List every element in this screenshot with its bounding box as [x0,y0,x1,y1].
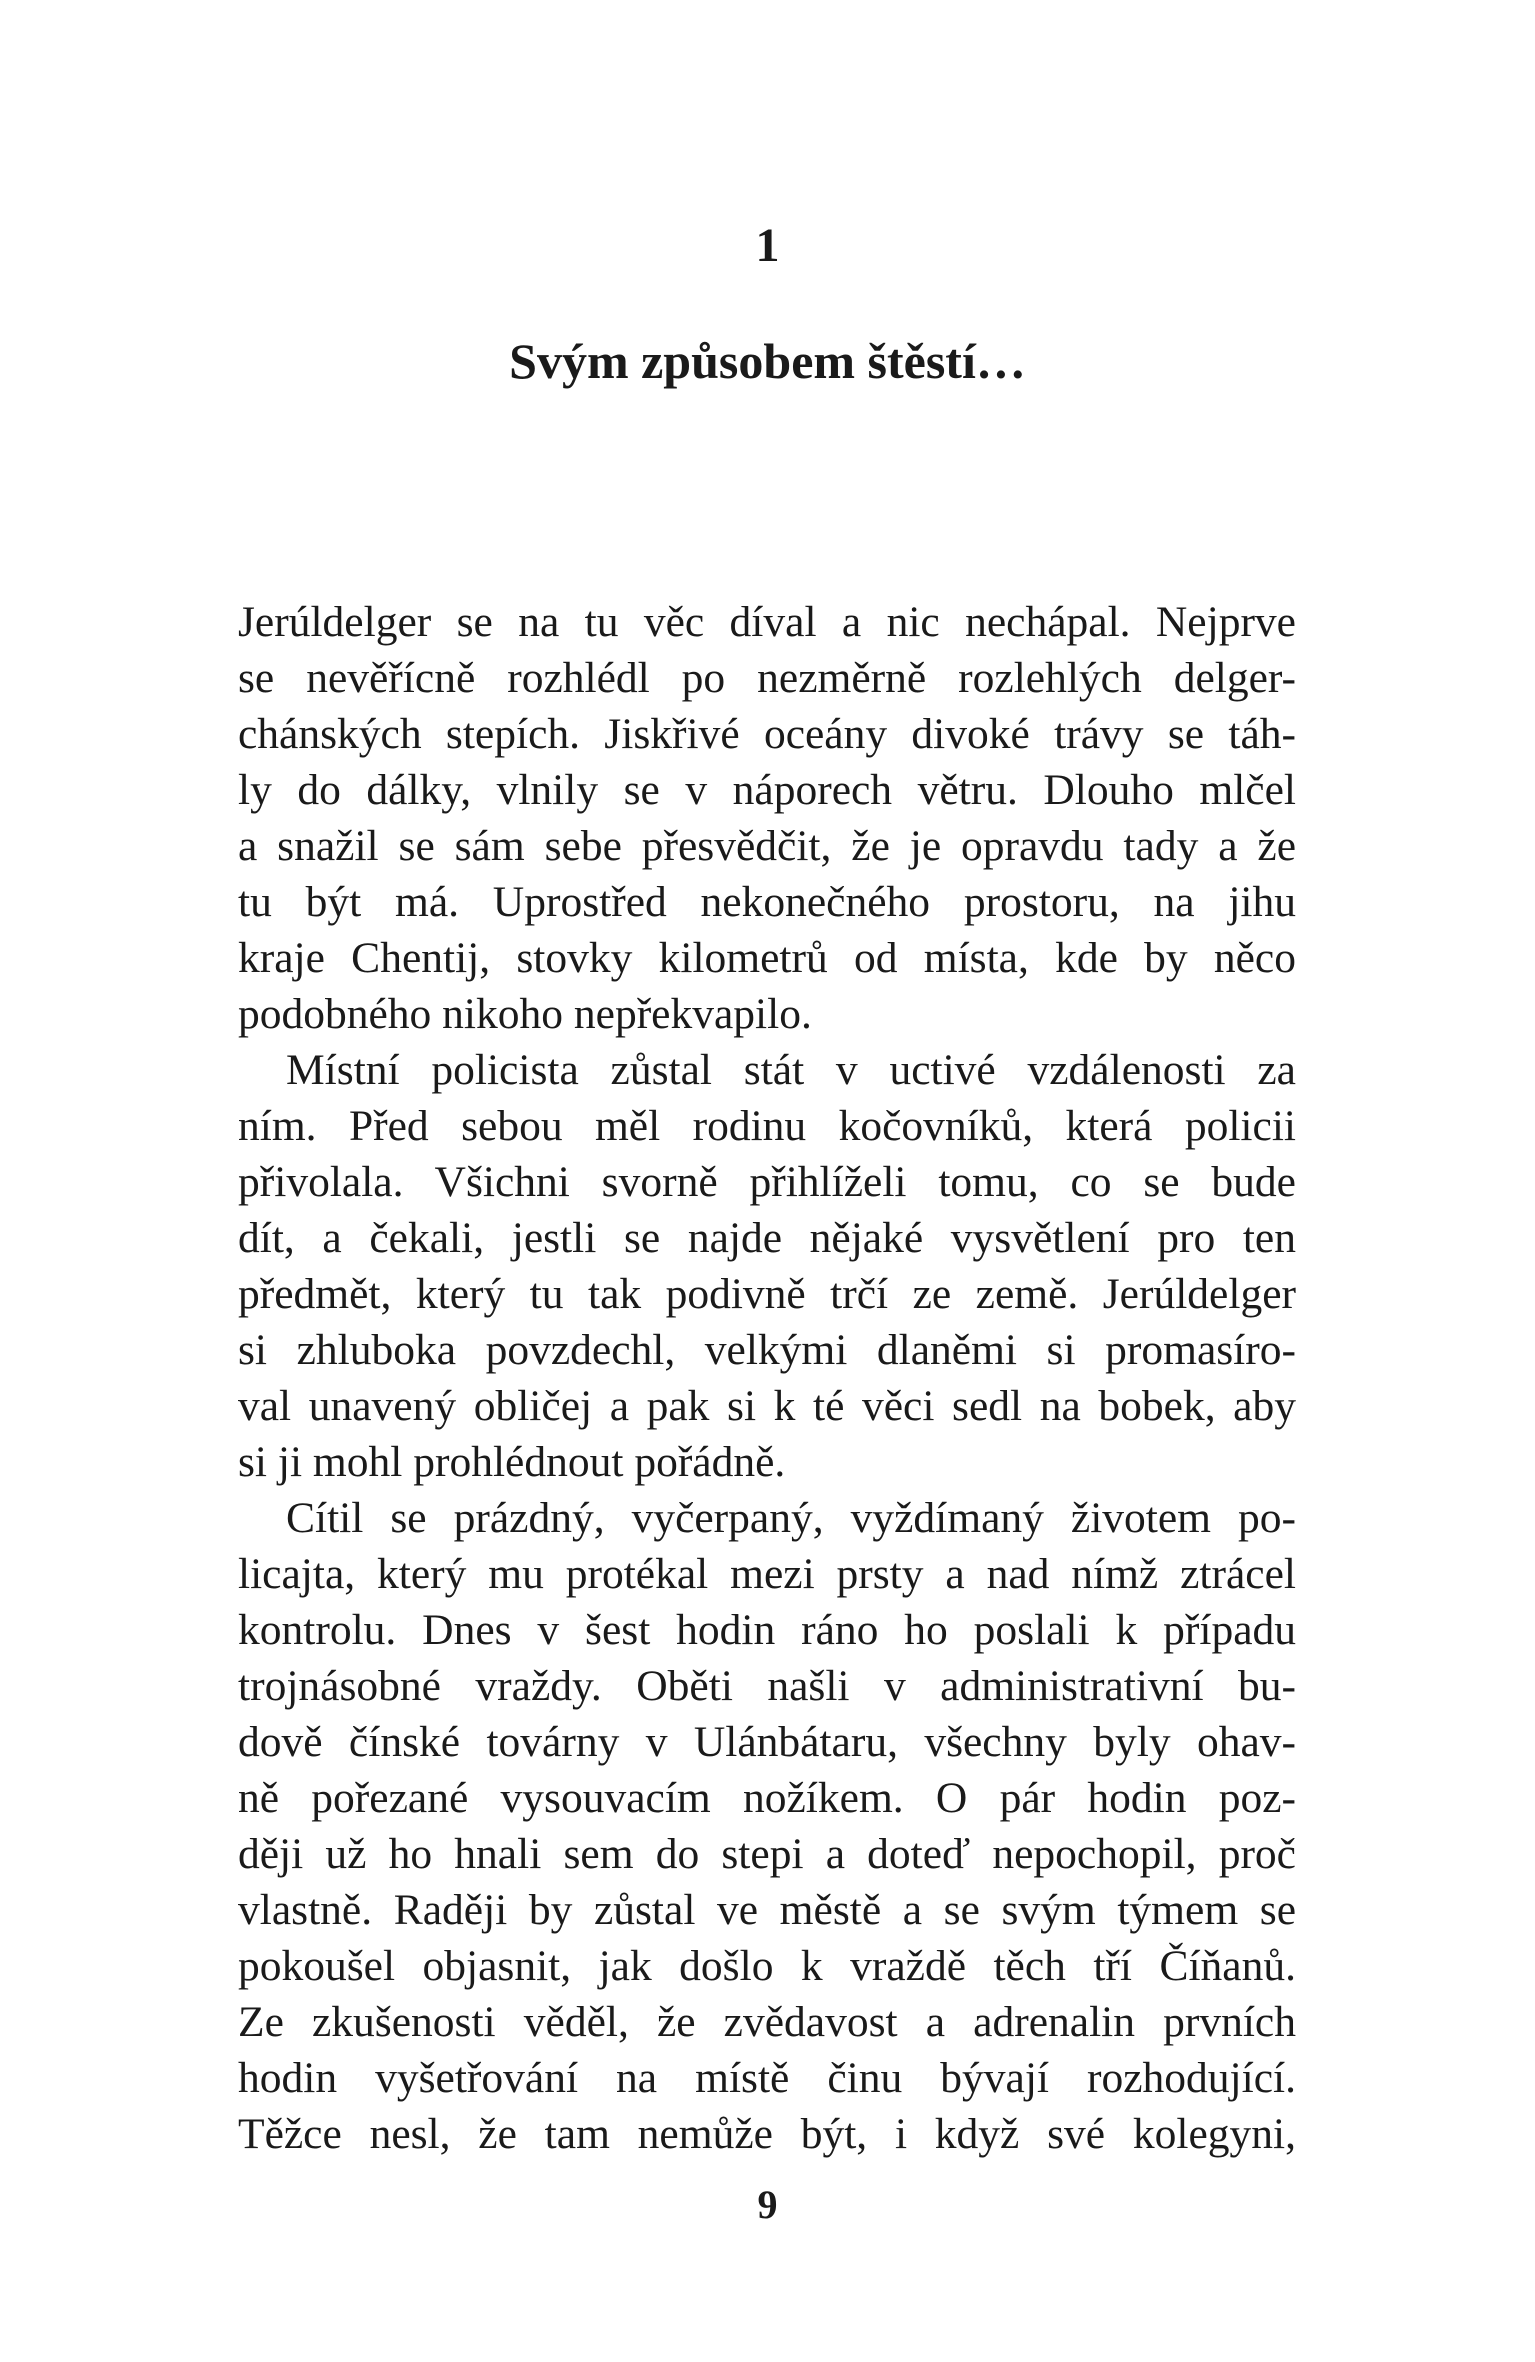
text-line: Cítil se prázdný, vyčerpaný, vyždímaný životem po- [286,1494,1296,1542]
text-line: kontrolu. Dnes v šest hodin ráno ho poslali k případu [238,1606,1296,1654]
text-line: a snažil se sám sebe přesvědčit, že je opravdu tady a že [238,822,1296,870]
body-text [238,594,1296,2162]
text-line: si ji mohl prohlédnout pořádně. [238,1438,786,1486]
text-line: předmět, který tu tak podivně trčí ze země. Jerúldelger [238,1270,1296,1318]
text-line: tu být má. Uprostřed nekonečného prostoru, na jihu [238,878,1296,926]
text-line: Ze zkušenosti věděl, že zvědavost a adrenalin prvních [238,1998,1296,2046]
chapter-title: Svým způsobem štěstí… [509,333,1026,389]
text-line: ním. Před sebou měl rodinu kočovníků, která policii [238,1102,1296,1150]
text-line: chánských stepích. Jiskřivé oceány divoké trávy se táh- [238,710,1296,758]
text-line: Těžce nesl, že tam nemůže být, i když své kolegyni, [238,2110,1296,2158]
paragraph-1 [238,594,1296,1042]
text-line: dově čínské továrny v Ulánbátaru, všechny byly ohav- [238,1718,1296,1766]
text-line: hodin vyšetřování na místě činu bývají rozhodující. [238,2054,1296,2102]
text-line: přivolala. Všichni svorně přihlíželi tomu, co se bude [238,1158,1296,1206]
text-line: Místní policista zůstal stát v uctivé vzdálenosti za [286,1046,1296,1094]
text-line: si zhluboka povzdechl, velkými dlaněmi si promasíro- [238,1326,1296,1374]
text-line: dít, a čekali, jestli se najde nějaké vysvětlení pro ten [238,1214,1296,1262]
text-line: Jerúldelger se na tu věc díval a nic nechápal. Nejprve [238,598,1296,646]
chapter-number: 1 [755,219,780,272]
text-line: kraje Chentij, stovky kilometrů od místa, kde by něco [238,934,1296,982]
text-line: val unavený obličej a pak si k té věci sedl na bobek, aby [238,1382,1296,1430]
text-line: pokoušel objasnit, jak došlo k vraždě těch tří Číňanů. [238,1942,1296,1990]
text-line: ly do dálky, vlnily se v náporech větru. Dlouho mlčel [238,766,1296,814]
text-line: se nevěřícně rozhlédl po nezměrně rozlehlých delger- [238,654,1296,702]
text-line: ně pořezané vysouvacím nožíkem. O pár hodin poz- [238,1774,1296,1822]
text-line: trojnásobné vraždy. Oběti našli v administrativní bu- [238,1662,1296,1710]
text-line: licajta, který mu protékal mezi prsty a nad nímž ztrácel [238,1550,1296,1598]
text-line: ději už ho hnali sem do stepi a doteď nepochopil, proč [238,1830,1296,1878]
paragraph-2 [238,1042,1296,1490]
text-line: vlastně. Raději by zůstal ve městě a se svým týmem se [238,1886,1296,1934]
page-number: 9 [757,2182,778,2227]
text-line: podobného nikoho nepřekvapilo. [238,990,812,1038]
paragraph-3 [238,1490,1296,2162]
